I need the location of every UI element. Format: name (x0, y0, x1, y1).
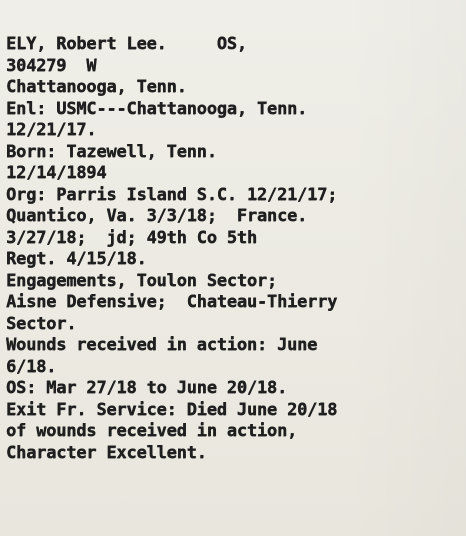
wounds-line-1: Wounds received in action: June (6, 335, 318, 355)
organization-line-2: Quantico, Va. 3/3/18; France. (6, 206, 308, 226)
card-text-block (6, 34, 458, 464)
residence-line: Chattanooga, Tenn. (6, 77, 187, 97)
exit-service-line-2: of wounds received in action, (6, 421, 298, 441)
name-line: ELY, Robert Lee. OS, (6, 34, 247, 54)
enlistment-line: Enl: USMC---Chattanooga, Tenn. (6, 98, 308, 119)
engagements-line-2: Aisne Defensive; Chateau-Thierry (6, 292, 338, 312)
organization-line-4: Regt. 4/15/18. (6, 249, 147, 269)
exit-service-line-1: Exit Fr. Service: Died June 20/18 (6, 399, 338, 420)
birthplace-line: Born: Tazewell, Tenn. (6, 141, 217, 162)
birthdate-line: 12/14/1894 (6, 163, 107, 183)
wounds-line-2: 6/18. (6, 356, 57, 377)
enlistment-date-line: 12/21/17. (6, 120, 97, 140)
organization-line-1: Org: Parris Island S.C. 12/21/17; (6, 184, 338, 205)
overseas-service-line: OS: Mar 27/18 to June 20/18. (6, 378, 287, 398)
character-line: Character Excellent. (6, 442, 207, 463)
engagements-line-1: Engagements, Toulon Sector; (6, 270, 277, 291)
service-number-line: 304279 W (6, 55, 97, 76)
engagements-line-3: Sector. (6, 313, 77, 334)
organization-line-3: 3/27/18; jd; 49th Co 5th (6, 227, 257, 248)
